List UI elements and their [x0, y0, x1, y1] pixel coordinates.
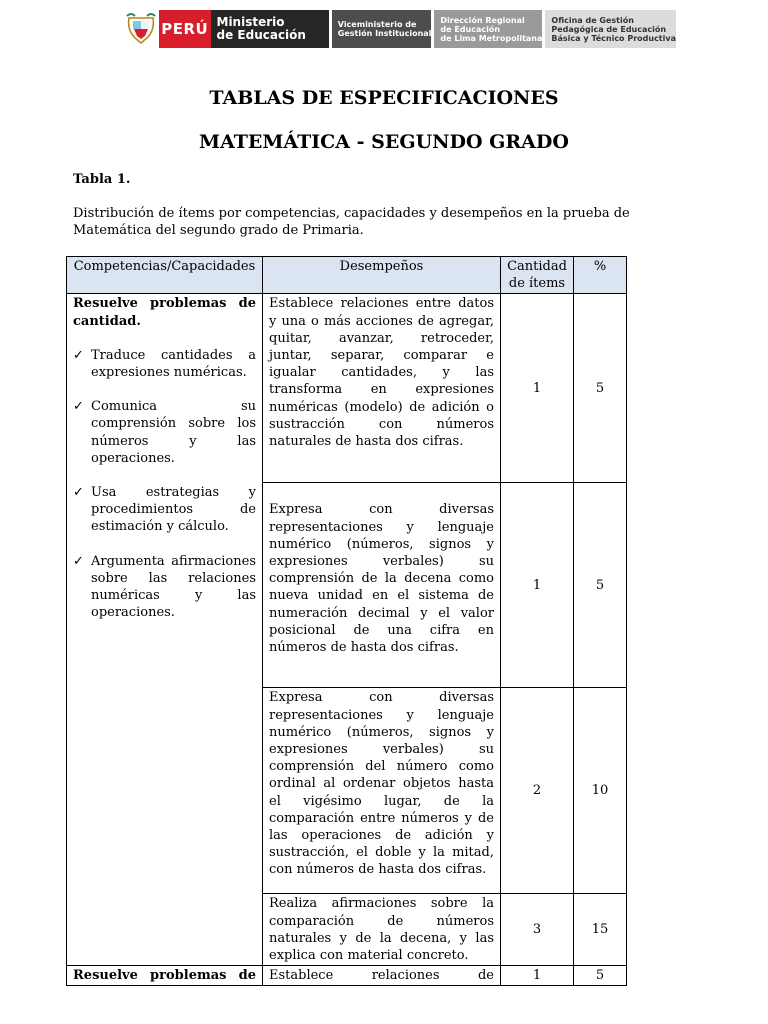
percent-cell: 5	[574, 966, 627, 986]
list-item: ✓ Traduce cantidades a expresiones numéricas.	[73, 347, 256, 381]
page-title: TABLAS DE ESPECIFICACIONES	[209, 87, 559, 109]
cantidad-cell: 1	[501, 966, 574, 986]
cantidad-cell: 1	[501, 483, 574, 688]
ministry-name: Ministerio de Educación	[211, 10, 329, 48]
header-competencias: Competencias/Capacidades	[67, 257, 263, 294]
desempeno-cell: Expresa con diversas representaciones y lenguaje numérico (números, signos y expresiones verbales) su comprensión del número como ordinal al ordenar objetos hasta el vigésimo lugar, de la comparación entre números y de las operaciones de adición y sustracción, el doble y la mitad, con números de hasta dos cifras.	[263, 688, 501, 894]
desempeno-cell: Realiza afirmaciones sobre la comparación de números naturales y de la decena, y las explica con material concreto.	[263, 894, 501, 966]
office-name: Oficina de Gestión Pedagógica de Educación Básica y Técnico Productiva	[545, 10, 676, 48]
header-banner	[124, 10, 676, 48]
cantidad-cell: 1	[501, 294, 574, 483]
table-header-row	[67, 257, 627, 294]
checkmark-icon: ✓	[73, 553, 84, 569]
table-row	[67, 966, 627, 986]
table-label: Tabla 1.	[73, 172, 131, 187]
header-percent: %	[574, 257, 627, 294]
desempeno-cell: Establece relaciones entre datos y una o más acciones de agregar, quitar, avanzar, retroceder, juntar, separar, comparar e igualar cantidades, y las transforma en expresiones numéricas (modelo) de adición o sustracción con números naturales de hasta dos cifras.	[263, 294, 501, 483]
coat-of-arms-icon	[124, 10, 159, 48]
viceministry-name: Viceministerio de Gestión Institucional	[332, 10, 432, 48]
percent-cell: 10	[574, 688, 627, 894]
specification-table	[66, 256, 627, 986]
intro-paragraph: Distribución de ítems por competencias, capacidades y desempeños en la prueba de Matemática del segundo grado de Primaria.	[73, 206, 630, 238]
page-subtitle: MATEMÁTICA - SEGUNDO GRADO	[199, 131, 569, 153]
desempeno-cell: Establece relaciones de	[263, 966, 501, 986]
peru-label: PERÚ	[159, 10, 211, 48]
list-item: ✓ Argumenta afirmaciones sobre las relaciones numéricas y las operaciones.	[73, 553, 256, 621]
cantidad-cell: 3	[501, 894, 574, 966]
checkmark-icon: ✓	[73, 399, 84, 415]
percent-cell: 5	[574, 483, 627, 688]
list-item: ✓ Usa estrategias y procedimientos de estimación y cálculo.	[73, 485, 256, 535]
regional-direction-name: Dirección Regional de Educación de Lima Metropolitana	[434, 10, 542, 48]
checkmark-icon: ✓	[73, 347, 84, 363]
percent-cell: 15	[574, 894, 627, 966]
competency-title: Resuelve problemas de cantidad.	[73, 296, 256, 329]
header-desempenos: Desempeños	[263, 257, 501, 294]
checkmark-icon: ✓	[73, 485, 84, 501]
desempeno-cell: Expresa con diversas representaciones y lenguaje numérico (números, signos y expresiones verbales) su comprensión de la decena como nueva unidad en el sistema de numeración decimal y el valor posicional de una cifra en números de hasta dos cifras.	[263, 483, 501, 688]
list-item: ✓ Comunica su comprensión sobre los números y las operaciones.	[73, 399, 256, 466]
header-cantidad: Cantidad de ítems	[501, 257, 574, 294]
percent-cell: 5	[574, 294, 627, 483]
competency-cell	[67, 294, 263, 966]
table-row	[67, 294, 627, 483]
capacities-list	[73, 347, 256, 622]
cantidad-cell: 2	[501, 688, 574, 894]
competency-cell: Resuelve problemas de	[67, 966, 263, 986]
